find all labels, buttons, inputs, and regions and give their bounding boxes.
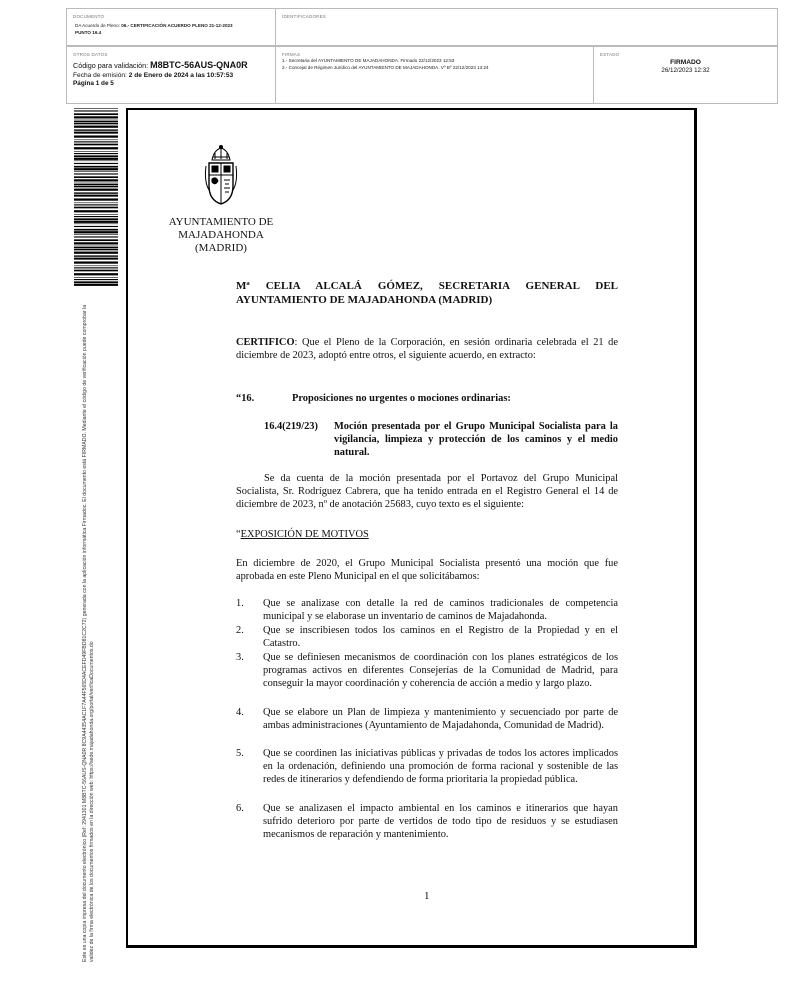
barcode-bar <box>74 120 118 121</box>
barcode-bar <box>74 247 118 248</box>
barcode-bar <box>74 221 118 223</box>
firmas-label: FIRMAS <box>282 52 301 57</box>
list-item: 1. Que se analizase con detalle la red de caminos tradicionales de competencia municipal y se elaborase un inventario de caminos de Majadahonda. <box>236 598 618 623</box>
barcode-bar <box>74 226 118 227</box>
barcode-bar <box>74 110 118 111</box>
barcode-bar <box>74 189 118 191</box>
list-item: 3. Que se definiesen mecanismos de coordinación con los planes estratégicos de los programas activos en diferentes Consejerías de la Comunidad de Madrid, para conseguir la mayor coordinación y coherencia de acción a medio y largo plazo. <box>236 652 618 690</box>
barcode-bar <box>74 186 118 188</box>
barcode-bar <box>74 203 118 204</box>
barcode-bar <box>74 158 118 160</box>
barcode-bar <box>74 246 118 247</box>
barcode-bar <box>74 126 118 128</box>
list-item: 6. Que se analizasen el impacto ambiental en los caminos e itinerarios que hayan sufrido deterioro por parte de vertidos de todo tipo de residuos y se estudiasen mecanismos de reparación y mantenimiento. <box>236 803 618 841</box>
certifico-label: CERTIFICO <box>236 337 295 348</box>
list-item: 2. Que se inscribiesen todos los caminos en el Registro de la Propiedad y en el Catastro. <box>236 625 618 650</box>
barcode-bar <box>74 207 118 209</box>
header-top-row <box>66 8 778 46</box>
barcode-bar <box>74 147 118 149</box>
barcode-bar <box>74 123 118 125</box>
firma-1: 1.- Secretaria del AYUNTAMIENTO DE MAJADAHONDA. Firmado 22/12/2023 12:53 <box>282 58 455 63</box>
otros-datos-cell <box>67 47 275 103</box>
barcode-bar <box>74 216 118 217</box>
barcode-bar <box>74 198 118 200</box>
barcode-bar <box>74 173 118 174</box>
barcode-bar <box>74 171 118 172</box>
firmas-cell <box>275 47 593 103</box>
barcode-bar <box>74 261 118 263</box>
barcode-bar <box>74 273 118 275</box>
barcode-bar <box>74 266 118 267</box>
verification-side-text: Este es una copia impresa del documento electrónico (Ref: 2941301 M8BTC-56AUS-QNA0R 8C9A44354AC1F7A44F565D4ACEFD49FBD81C2C72) generada con la aplicación informática Firmadoc. El documento está FIRMADO. Mediante el código de verificación puede comprobar la validez de la firma electrónica de los documentos firmados en la dirección web: https://sede.majadahonda.org/portal/verificaDocumentos.do <box>82 304 95 962</box>
barcode-bar <box>74 258 118 260</box>
barcode-bar <box>74 141 118 142</box>
barcode-bar <box>74 279 118 280</box>
list-item: 5. Que se coordinen las iniciativas públicas y privadas de todos los actores implicados en la ordenación, definiendo una promoción de forma racional y sostenible de las redes de itinerarios y defendiendo de forma prioritaria la propiedad pública. <box>236 748 618 786</box>
barcode-bar <box>74 184 118 185</box>
barcode-bar <box>74 166 118 168</box>
barcode-bar <box>74 204 118 205</box>
paragraph-1: Se da cuenta de la moción presentada por el Portavoz del Grupo Municipal Socialista, Sr. Rodríguez Cabrera, que ha tenido entrada en el Registro General el 14 de diciembre de 2023, nº de anotación 25683, cuyo texto es el siguiente: <box>236 473 618 511</box>
coat-of-arms-icon <box>204 144 238 208</box>
barcode-bar <box>74 121 118 122</box>
barcode-bar <box>74 153 118 154</box>
subsection-title: Moción presentada por el Grupo Municipal Socialista para la vigilancia, limpieza y protección de los caminos y el medio natural. <box>334 421 618 459</box>
barcode-bar <box>74 140 118 141</box>
section-title: Proposiciones no urgentes o mociones ordinarias: <box>292 393 511 404</box>
barcode-bar <box>74 218 118 220</box>
fecha-emision: Fecha de emisión: 2 de Enero de 2024 a las 10:57:53 <box>73 72 234 79</box>
barcode-bar <box>74 224 118 225</box>
codigo-validacion: Código para validación: M8BTC-56AUS-QNA0R <box>73 60 248 70</box>
letterhead-line2: MAJADAHONDA <box>178 229 264 241</box>
otros-datos-label: OTROS DATOS <box>73 52 108 57</box>
barcode-bar <box>74 236 118 237</box>
documento-line1: DA Acuerdo de Pleno: 06.- CERTIFICACIÓN ACUERDO PLENO 21-12-2023 <box>75 23 233 28</box>
barcode-bar <box>74 234 118 235</box>
documento-label: DOCUMENTO <box>73 14 105 19</box>
barcode-bar <box>74 270 118 272</box>
barcode-bar <box>74 277 118 278</box>
documento-cell <box>67 9 275 45</box>
firma-2: 2.- Concejal de Régimen Jurídico del AYUNTAMIENTO DE MAJADAHONDA. Vº Bº 22/12/2023 13:24 <box>282 65 489 70</box>
estado-value: FIRMADO <box>670 59 701 66</box>
letterhead-line1: AYUNTAMIENTO DE <box>168 216 274 228</box>
barcode-bar <box>74 129 118 130</box>
barcode-bar <box>74 239 118 241</box>
section-number: “16. <box>236 393 255 404</box>
barcode-bar <box>74 132 118 134</box>
barcode-bar <box>74 242 118 244</box>
exposicion-heading: “EXPOSICIÓN DE MOTIVOS <box>236 529 369 540</box>
barcode-bar <box>74 151 118 152</box>
subsection-number: 16.4(219/23) <box>264 421 318 432</box>
letterhead <box>158 216 284 255</box>
barcode-bar <box>74 192 118 193</box>
barcode-bar <box>74 116 118 118</box>
documento-line2: PUNTO 16.4 <box>75 30 102 35</box>
barcode-bar <box>74 144 118 146</box>
barcode-bar <box>74 179 118 181</box>
barcode-bar <box>74 176 118 178</box>
list-item: 4. Que se elabore un Plan de limpieza y mantenimiento y secuenciado por parte de ambas administraciones (Ayuntamiento de Majadahonda, Comunidad de Madrid). <box>236 707 618 732</box>
barcode <box>74 108 118 286</box>
barcode-bar <box>74 163 118 164</box>
barcode-bar <box>74 249 118 251</box>
barcode-bar <box>74 252 118 254</box>
barcode-bar <box>74 284 118 286</box>
barcode-bar <box>74 281 118 283</box>
barcode-bar <box>74 255 118 256</box>
estado-cell <box>593 47 777 103</box>
barcode-bar <box>74 193 118 194</box>
letterhead-line3: (MADRID) <box>195 242 247 254</box>
barcode-bar <box>74 256 118 257</box>
document-page <box>126 108 697 948</box>
estado-label: ESTADO <box>600 52 620 57</box>
certifico-paragraph: CERTIFICO: Que el Pleno de la Corporación, en sesión ordinaria celebrada el 21 de diciembre de 2023, adoptó entre otros, el siguiente acuerdo, en extracto: <box>236 337 618 362</box>
codigo-value[interactable]: M8BTC-56AUS-QNA0R <box>150 60 248 70</box>
barcode-bar <box>74 113 118 115</box>
header-bottom-row <box>66 46 778 104</box>
barcode-bar <box>74 210 118 212</box>
barcode-bar <box>74 183 118 184</box>
document-heading: Mª CELIA ALCALÁ GÓMEZ, SECRETARIA GENERAL DEL AYUNTAMIENTO DE MAJADAHONDA (MADRID) <box>236 280 618 306</box>
barcode-bar <box>74 229 118 231</box>
barcode-bar <box>74 168 118 170</box>
barcode-bar <box>74 231 118 233</box>
page-number: 1 <box>424 890 430 902</box>
barcode-bar <box>74 135 118 137</box>
barcode-bar <box>74 108 118 109</box>
paragraph-2: En diciembre de 2020, el Grupo Municipal Socialista presentó una moción que fue aprobada en este Pleno Municipal en el que solicitábamos: <box>236 558 618 583</box>
barcode-bar <box>74 155 118 157</box>
page-count: Página 1 de 5 <box>73 80 114 87</box>
barcode-bar <box>74 195 118 197</box>
identificadores-label: IDENTIFICADORES <box>282 14 327 19</box>
barcode-bar <box>74 267 118 268</box>
estado-date: 26/12/2023 12:32 <box>661 67 710 74</box>
barcode-bar <box>74 214 118 215</box>
barcode-bar <box>74 130 118 131</box>
barcode-bar <box>74 161 118 162</box>
identificadores-cell <box>275 9 777 45</box>
